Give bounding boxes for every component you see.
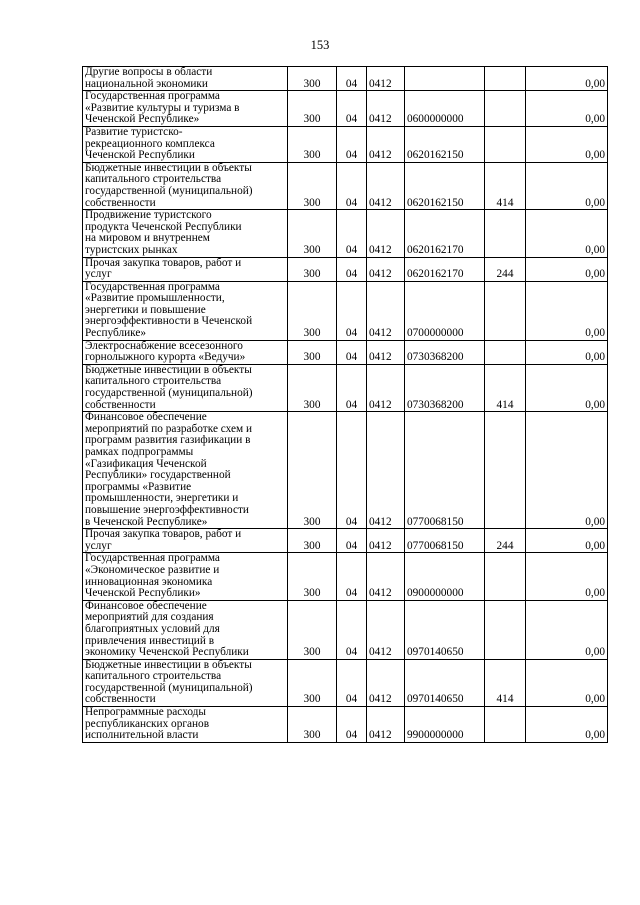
cell-vedom: 300 [288, 91, 337, 127]
cell-name-line: Государственная программа [85, 552, 220, 565]
cell-expense-type [485, 91, 526, 127]
cell-name-line: исполнительной власти [85, 729, 199, 742]
cell-sum: 0,00 [526, 553, 608, 600]
cell-name-line: Государственная программа [85, 280, 220, 293]
cell-sum: 0,00 [526, 126, 608, 162]
cell-name-line: программ развития газификации в [85, 434, 251, 447]
cell-name-line: Продвижение туристского [85, 209, 212, 222]
cell-podrazdel: 0412 [367, 553, 405, 600]
cell-name [83, 364, 288, 411]
cell-vedom: 300 [288, 412, 337, 529]
cell-name-line: национальной экономики [85, 77, 208, 90]
cell-podrazdel: 0412 [367, 600, 405, 659]
cell-vedom: 300 [288, 162, 337, 209]
cell-target-article: 0620162150 [405, 162, 485, 209]
cell-name-line: горнолыжного курорта «Ведучи» [85, 351, 246, 364]
cell-podrazdel: 0412 [367, 67, 405, 91]
cell-name-line: Прочая закупка товаров, работ и [85, 528, 242, 541]
cell-vedom: 300 [288, 126, 337, 162]
cell-sum: 0,00 [526, 412, 608, 529]
cell-name [83, 600, 288, 659]
cell-name-line: мероприятий для создания [85, 611, 214, 624]
cell-expense-type [485, 412, 526, 529]
cell-name-line: программы «Развитие [85, 480, 192, 493]
table-row [83, 707, 608, 743]
cell-vedom: 300 [288, 257, 337, 281]
cell-target-article: 0770068150 [405, 412, 485, 529]
cell-name [83, 412, 288, 529]
table-row [83, 126, 608, 162]
cell-expense-type: 244 [485, 257, 526, 281]
cell-name [83, 553, 288, 600]
cell-name-line: в Чеченской Республике» [85, 515, 208, 528]
cell-podrazdel: 0412 [367, 257, 405, 281]
cell-vedom: 300 [288, 529, 337, 553]
cell-name-line: привлечения инвестиций в [85, 634, 215, 647]
cell-name-line: Электроснабжение всесезонного [85, 339, 243, 352]
cell-name-line: государственной (муниципальной) [85, 387, 253, 400]
cell-name-line: Непрограммные расходы [85, 706, 206, 719]
cell-target-article [405, 67, 485, 91]
cell-name-line: продукта Чеченской Республики [85, 220, 242, 233]
cell-vedom: 300 [288, 707, 337, 743]
cell-sum: 0,00 [526, 67, 608, 91]
cell-name-line: «Развитие промышленности, [85, 292, 225, 305]
cell-podrazdel: 0412 [367, 340, 405, 364]
cell-name-line: мероприятий по разработке схем и [85, 422, 253, 435]
cell-name-line: туристских рынках [85, 243, 178, 256]
cell-sum: 0,00 [526, 529, 608, 553]
cell-target-article: 0620162170 [405, 257, 485, 281]
cell-name [83, 707, 288, 743]
cell-name-line: Чеченской Республики [85, 149, 195, 162]
cell-name-line: капитального строительства [85, 375, 222, 388]
cell-razdel: 04 [337, 126, 367, 162]
cell-name-line: энергетики и повышение [85, 303, 206, 316]
cell-razdel: 04 [337, 162, 367, 209]
table-row [83, 257, 608, 281]
table-row [83, 210, 608, 257]
cell-razdel: 04 [337, 210, 367, 257]
cell-razdel: 04 [337, 553, 367, 600]
cell-expense-type [485, 340, 526, 364]
cell-name-line: собственности [85, 693, 156, 706]
cell-name-line: на мировом и внутреннем [85, 232, 210, 245]
cell-target-article: 0770068150 [405, 529, 485, 553]
cell-sum: 0,00 [526, 281, 608, 340]
cell-target-article: 0900000000 [405, 553, 485, 600]
cell-sum: 0,00 [526, 210, 608, 257]
cell-target-article: 0700000000 [405, 281, 485, 340]
cell-podrazdel: 0412 [367, 412, 405, 529]
cell-podrazdel: 0412 [367, 364, 405, 411]
cell-sum: 0,00 [526, 707, 608, 743]
cell-sum: 0,00 [526, 340, 608, 364]
cell-sum: 0,00 [526, 257, 608, 281]
cell-expense-type: 414 [485, 364, 526, 411]
table-row [83, 340, 608, 364]
cell-razdel: 04 [337, 340, 367, 364]
cell-name-line: Развитие туристско- [85, 125, 183, 138]
cell-vedom: 300 [288, 600, 337, 659]
cell-name [83, 529, 288, 553]
table-row [83, 553, 608, 600]
cell-name-line: республиканских органов [85, 717, 210, 730]
cell-razdel: 04 [337, 364, 367, 411]
cell-name-line: услуг [85, 268, 112, 281]
cell-razdel: 04 [337, 412, 367, 529]
cell-target-article: 0600000000 [405, 91, 485, 127]
cell-expense-type: 414 [485, 659, 526, 706]
cell-name-line: промышленности, энергетики и [85, 492, 239, 505]
cell-vedom: 300 [288, 281, 337, 340]
cell-name-line: инновационная экономика [85, 575, 213, 588]
cell-expense-type [485, 281, 526, 340]
cell-name-line: «Газификация Чеченской [85, 457, 207, 470]
cell-name-line: капитального строительства [85, 173, 222, 186]
cell-vedom: 300 [288, 659, 337, 706]
cell-vedom: 300 [288, 210, 337, 257]
table-row [83, 412, 608, 529]
cell-sum: 0,00 [526, 162, 608, 209]
cell-expense-type [485, 210, 526, 257]
cell-target-article: 0620162170 [405, 210, 485, 257]
cell-sum: 0,00 [526, 600, 608, 659]
cell-podrazdel: 0412 [367, 529, 405, 553]
cell-target-article: 0970140650 [405, 600, 485, 659]
cell-name-line: рекреационного комплекса [85, 137, 215, 150]
cell-name [83, 281, 288, 340]
cell-sum: 0,00 [526, 364, 608, 411]
cell-name [83, 162, 288, 209]
cell-sum: 0,00 [526, 91, 608, 127]
cell-name [83, 91, 288, 127]
cell-vedom: 300 [288, 340, 337, 364]
cell-name-line: собственности [85, 196, 156, 209]
cell-razdel: 04 [337, 67, 367, 91]
cell-name-line: Другие вопросы в области [85, 66, 213, 78]
cell-target-article: 9900000000 [405, 707, 485, 743]
cell-name-line: Государственная программа [85, 90, 220, 103]
cell-razdel: 04 [337, 529, 367, 553]
budget-table [82, 66, 608, 743]
table-row [83, 659, 608, 706]
cell-name-line: Чеченской Республике» [85, 113, 200, 126]
cell-name-line: Финансовое обеспечение [85, 411, 207, 424]
cell-razdel: 04 [337, 91, 367, 127]
cell-razdel: 04 [337, 707, 367, 743]
cell-name-line: Финансовое обеспечение [85, 599, 207, 612]
cell-podrazdel: 0412 [367, 126, 405, 162]
cell-razdel: 04 [337, 257, 367, 281]
cell-name [83, 210, 288, 257]
cell-vedom: 300 [288, 67, 337, 91]
cell-name-line: собственности [85, 398, 156, 411]
cell-name-line: благоприятных условий для [85, 622, 220, 635]
cell-name-line: Чеченской Республики» [85, 587, 201, 600]
table-row [83, 281, 608, 340]
cell-name [83, 659, 288, 706]
cell-name [83, 126, 288, 162]
cell-razdel: 04 [337, 281, 367, 340]
cell-target-article: 0970140650 [405, 659, 485, 706]
table-row [83, 364, 608, 411]
cell-expense-type: 244 [485, 529, 526, 553]
cell-name-line: Бюджетные инвестиции в объекты [85, 161, 252, 174]
page-number: 153 [310, 38, 330, 52]
cell-name-line: повышение энергоэффективности [85, 503, 249, 516]
table-row [83, 529, 608, 553]
cell-name-line: энергоэффективности в Чеченской [85, 315, 253, 328]
cell-expense-type [485, 707, 526, 743]
cell-vedom: 300 [288, 364, 337, 411]
table-row [83, 162, 608, 209]
cell-name-line: государственной (муниципальной) [85, 681, 253, 694]
cell-name-line: Бюджетные инвестиции в объекты [85, 658, 252, 671]
budget-table-body [83, 67, 608, 743]
cell-podrazdel: 0412 [367, 659, 405, 706]
cell-name-line: капитального строительства [85, 670, 222, 683]
cell-podrazdel: 0412 [367, 707, 405, 743]
cell-name-line: Республики» государственной [85, 469, 231, 482]
cell-name [83, 340, 288, 364]
cell-podrazdel: 0412 [367, 162, 405, 209]
cell-name-line: Республике» [85, 327, 147, 340]
cell-expense-type: 414 [485, 162, 526, 209]
cell-sum: 0,00 [526, 659, 608, 706]
cell-target-article: 0730368200 [405, 340, 485, 364]
cell-name [83, 67, 288, 91]
cell-razdel: 04 [337, 659, 367, 706]
cell-name-line: услуг [85, 539, 112, 552]
cell-expense-type [485, 67, 526, 91]
cell-target-article: 0730368200 [405, 364, 485, 411]
cell-name-line: государственной (муниципальной) [85, 184, 253, 197]
table-row [83, 67, 608, 91]
cell-razdel: 04 [337, 600, 367, 659]
table-row [83, 600, 608, 659]
cell-podrazdel: 0412 [367, 91, 405, 127]
cell-name-line: рамках подпрограммы [85, 446, 194, 458]
cell-name-line: Прочая закупка товаров, работ и [85, 256, 242, 269]
cell-name-line: Бюджетные инвестиции в объекты [85, 363, 252, 376]
cell-expense-type [485, 600, 526, 659]
cell-target-article: 0620162150 [405, 126, 485, 162]
cell-podrazdel: 0412 [367, 210, 405, 257]
cell-name-line: «Развитие культуры и туризма в [85, 101, 240, 114]
cell-name-line: «Экономическое развитие и [85, 563, 220, 576]
cell-podrazdel: 0412 [367, 281, 405, 340]
cell-vedom: 300 [288, 553, 337, 600]
cell-name-line: экономику Чеченской Республики [85, 646, 249, 659]
cell-name [83, 257, 288, 281]
table-row [83, 91, 608, 127]
cell-expense-type [485, 553, 526, 600]
cell-expense-type [485, 126, 526, 162]
